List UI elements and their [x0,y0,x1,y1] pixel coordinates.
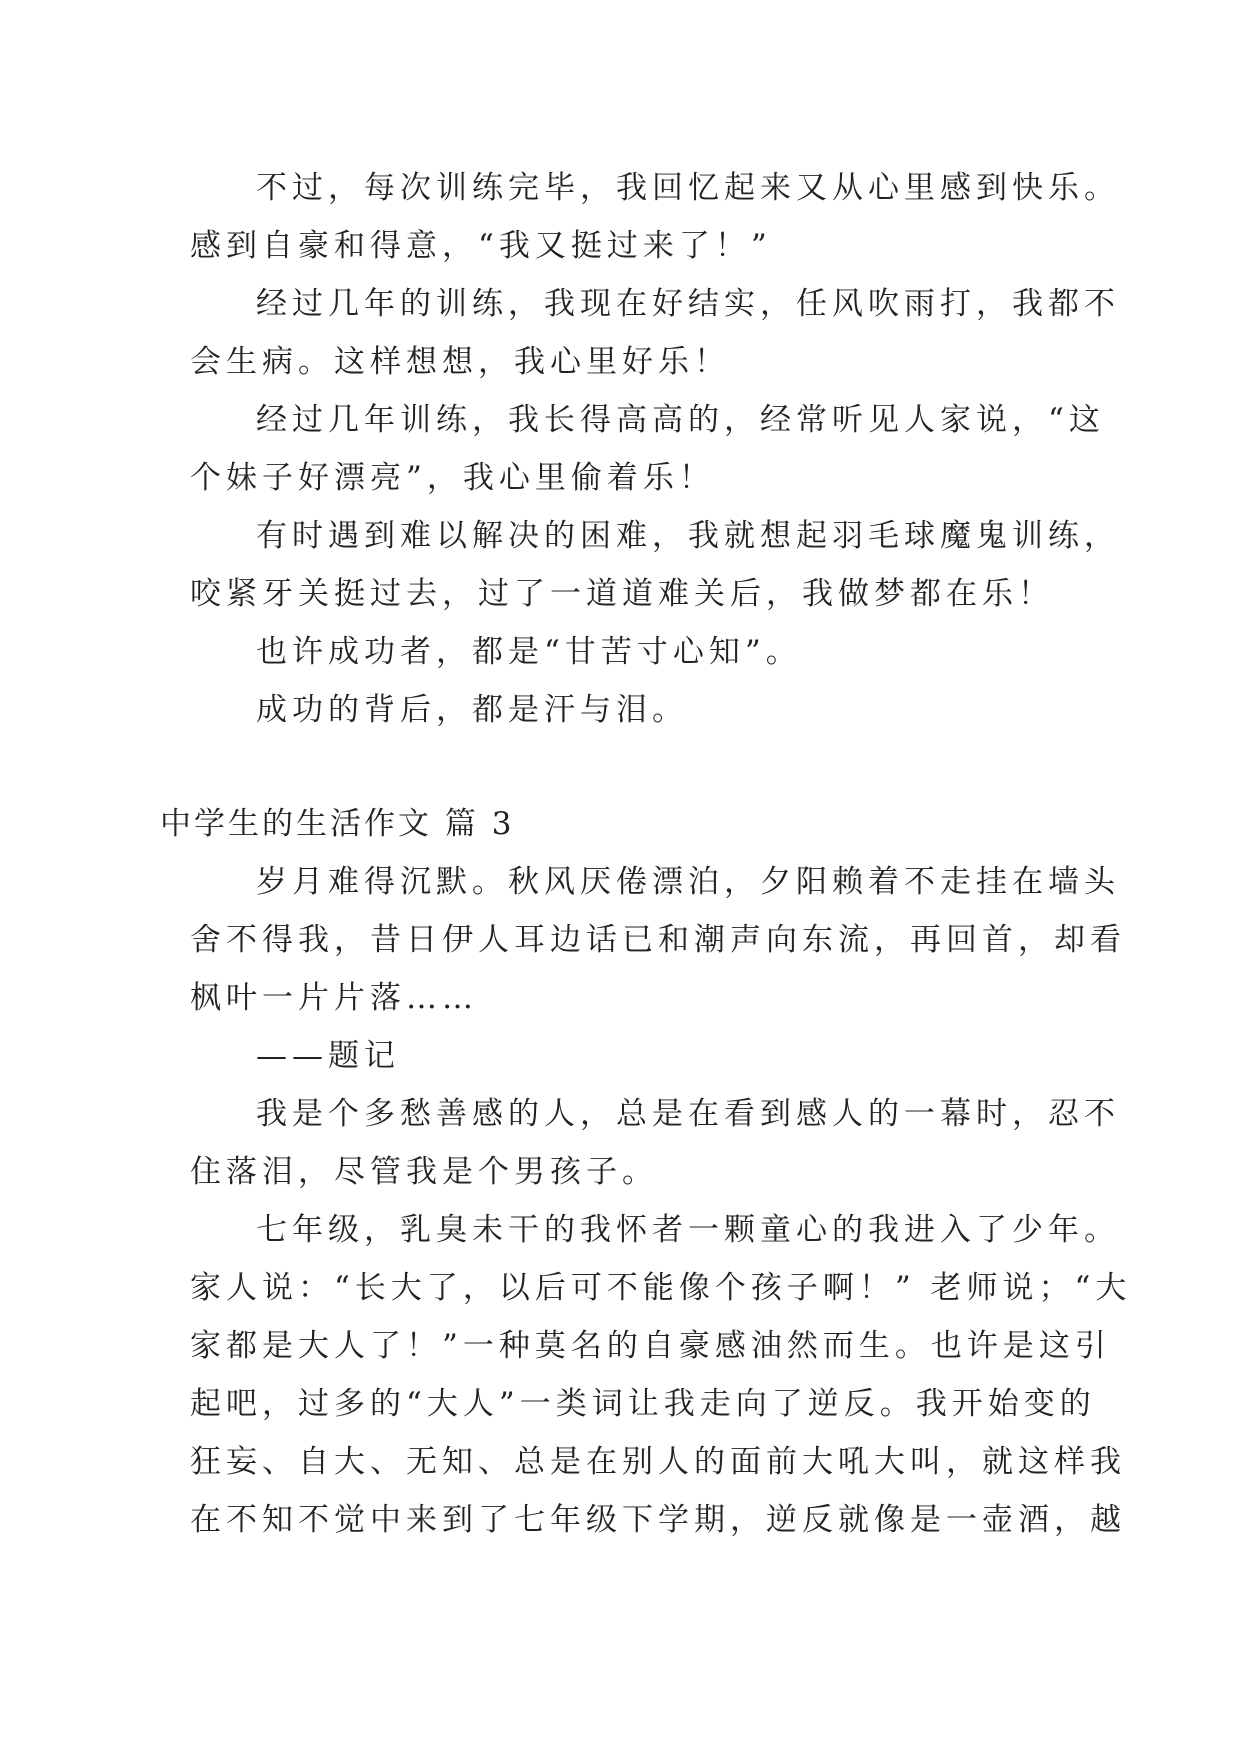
paragraph-line: 感到自豪和得意，“我又挺过来了！” [190,228,772,264]
paragraph-line: 会生病。这样想想，我心里好乐！ [190,344,730,380]
paragraph-line: 个妹子好漂亮”，我心里偷着乐！ [190,460,715,496]
paragraph-line: 不过，每次训练完毕，我回忆起来又从心里感到快乐。 [256,170,1120,206]
paragraph-line: 成功的背后，都是汗与泪。 [256,692,688,728]
paragraph-line: 经过几年训练，我长得高高的，经常听见人家说，“这 [256,402,1105,438]
paragraph-line: 住落泪，尽管我是个男孩子。 [190,1154,658,1190]
paragraph-line: 狂妄、自大、无知、总是在别人的面前大吼大叫，就这样我 [190,1444,1126,1480]
paragraph-line: 起吧，过多的“大人”一类词让我走向了逆反。我开始变的 [190,1386,1096,1422]
paragraph-line: 有时遇到难以解决的困难，我就想起羽毛球魔鬼训练， [256,518,1120,554]
paragraph-line: 家人说：“长大了，以后可不能像个孩子啊！” 老师说；“大 [190,1270,1132,1306]
paragraph-line: 经过几年的训练，我现在好结实，任风吹雨打，我都不 [256,286,1120,322]
paragraph-line: 家都是大人了！”一种莫名的自豪感油然而生。也许是这引 [190,1328,1111,1364]
section-heading: 中学生的生活作文 篇 3 [160,806,515,842]
paragraph-line: 咬紧牙关挺过去，过了一道道难关后，我做梦都在乐！ [190,576,1054,612]
paragraph-line: 七年级，乳臭未干的我怀者一颗童心的我进入了少年。 [256,1212,1120,1248]
paragraph-line: 枫叶一片片落…… [190,980,478,1016]
paragraph-line: 岁月难得沉默。秋风厌倦漂泊，夕阳赖着不走挂在墙头 [256,864,1120,900]
paragraph-line: 在不知不觉中来到了七年级下学期，逆反就像是一壶酒，越 [190,1502,1126,1538]
paragraph-line: 也许成功者，都是“甘苦寸心知”。 [256,634,802,670]
paragraph-line: 我是个多愁善感的人，总是在看到感人的一幕时，忍不 [256,1096,1120,1132]
paragraph-line: 舍不得我，昔日伊人耳边话已和潮声向东流，再回首，却看 [190,922,1126,958]
epigraph-attribution: ——题记 [256,1038,400,1074]
